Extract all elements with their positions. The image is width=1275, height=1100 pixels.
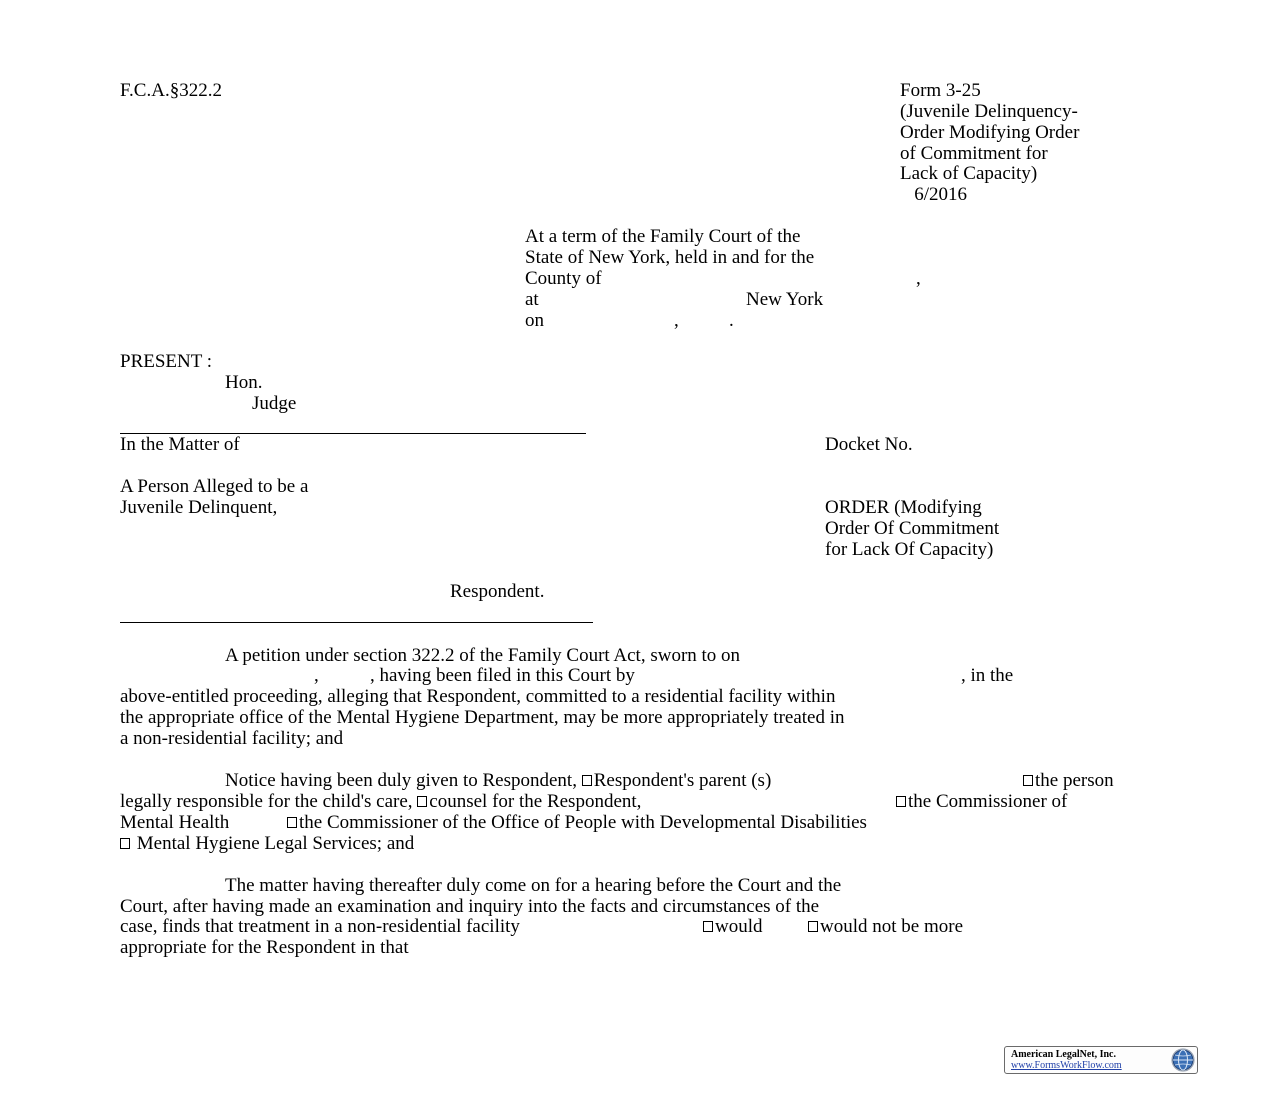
- p3-opt-would: would: [715, 916, 763, 937]
- matter-of-label: In the Matter of: [120, 434, 240, 455]
- at-label: at: [525, 289, 539, 310]
- p1-line-4: the appropriate office of the Mental Hygiene Department, may be more appropriately treated in: [120, 707, 845, 728]
- court-term-line-2: State of New York, held in and for the: [525, 247, 815, 268]
- p1-line-3: above-entitled proceeding, alleging that Respondent, committed to a residential facility within: [120, 686, 836, 707]
- p1-line-2-end: , in the: [961, 665, 1014, 686]
- order-title-line-1: ORDER (Modifying: [825, 497, 982, 518]
- court-term-line-1: At a term of the Family Court of the: [525, 226, 801, 247]
- checkbox-commissioner-opwdd[interactable]: [287, 817, 297, 828]
- date-comma: ,: [674, 310, 679, 331]
- form-line-1: Form 3-25: [900, 80, 981, 101]
- p3-line-3-text: case, finds that treatment in a non-residential facility: [120, 916, 520, 937]
- p2-line-1: [225, 771, 771, 792]
- date-period: .: [729, 310, 734, 331]
- statute-reference: F.C.A.§322.2: [120, 80, 222, 101]
- present-label: PRESENT :: [120, 351, 213, 372]
- judge-label: Judge: [252, 393, 297, 414]
- p2-line-3-label: Mental Health: [120, 812, 230, 833]
- checkbox-mental-hygiene-legal-services[interactable]: [120, 838, 130, 849]
- p2-opt-mhls: Mental Hygiene Legal Services; and: [132, 833, 415, 854]
- checkbox-respondent-parent[interactable]: [582, 775, 592, 786]
- checkbox-counsel[interactable]: [417, 796, 427, 807]
- p2-opt-counsel: counsel for the Respondent,: [429, 791, 642, 812]
- checkbox-would[interactable]: [703, 921, 713, 932]
- order-title-line-2: Order Of Commitment: [825, 518, 1000, 539]
- county-comma: ,: [916, 268, 921, 289]
- alleged-line-2: Juvenile Delinquent,: [120, 497, 278, 518]
- form-line-3: Order Modifying Order: [900, 122, 1080, 143]
- p2-person-option: [1023, 771, 1114, 792]
- p3-line-2: Court, after having made an examination and inquiry into the facts and circumstances of the: [120, 896, 820, 917]
- p2-mhls-option: [120, 834, 414, 855]
- order-title-line-3: for Lack Of Capacity): [825, 539, 994, 560]
- county-label: County of: [525, 268, 602, 289]
- p3-would-not-option: [808, 917, 963, 938]
- checkbox-person-legally-responsible[interactable]: [1023, 775, 1033, 786]
- p2-opt-opwdd: the Commissioner of the Office of People with Developmental Disabilities: [299, 812, 867, 833]
- p2-opt-person: the person: [1035, 770, 1114, 791]
- american-legalnet-logo[interactable]: [1004, 1046, 1198, 1074]
- state-text: New York: [746, 289, 824, 310]
- p3-would-option: [703, 917, 763, 938]
- form-line-5: Lack of Capacity): [900, 163, 1038, 184]
- on-label: on: [525, 310, 544, 331]
- hon-label: Hon.: [225, 372, 263, 393]
- logo-url-link[interactable]: www.FormsWorkFlow.com: [1011, 1060, 1122, 1071]
- checkbox-would-not[interactable]: [808, 921, 818, 932]
- p1-line-2-mid: , having been filed in this Court by: [370, 665, 635, 686]
- p2-opt-parent: Respondent's parent (s): [593, 770, 772, 791]
- logo-company-name: American LegalNet, Inc.: [1011, 1049, 1116, 1060]
- docket-label: Docket No.: [825, 434, 913, 455]
- checkbox-commissioner-mental-health[interactable]: [896, 796, 906, 807]
- respondent-label: Respondent.: [450, 581, 545, 602]
- p2-line-1-text: Notice having been duly given to Respondent,: [225, 770, 582, 791]
- p2-commissioner-mh-option: [896, 792, 1067, 813]
- p2-opwdd-option: [287, 813, 867, 834]
- caption-bottom-rule: [120, 622, 593, 623]
- p3-opt-would-not: would not be more: [820, 916, 964, 937]
- p2-opt-commissioner-mh: the Commissioner of: [908, 791, 1068, 812]
- form-line-4: of Commitment for: [900, 143, 1048, 164]
- p2-line-2-text: legally responsible for the child's care,: [120, 791, 418, 812]
- form-line-2: (Juvenile Delinquency-: [900, 101, 1078, 122]
- alleged-line-1: A Person Alleged to be a: [120, 476, 309, 497]
- globe-icon: [1171, 1048, 1195, 1072]
- p3-line-1: The matter having thereafter duly come on for a hearing before the Court and the: [225, 875, 842, 896]
- form-line-6: 6/2016: [900, 184, 968, 205]
- p1-comma: ,: [314, 665, 319, 686]
- p1-line-1: A petition under section 322.2 of the Family Court Act, sworn to on: [225, 645, 741, 666]
- p3-line-4: appropriate for the Respondent in that: [120, 937, 409, 958]
- p1-line-5: a non-residential facility; and: [120, 728, 344, 749]
- p2-line-2: [120, 792, 641, 813]
